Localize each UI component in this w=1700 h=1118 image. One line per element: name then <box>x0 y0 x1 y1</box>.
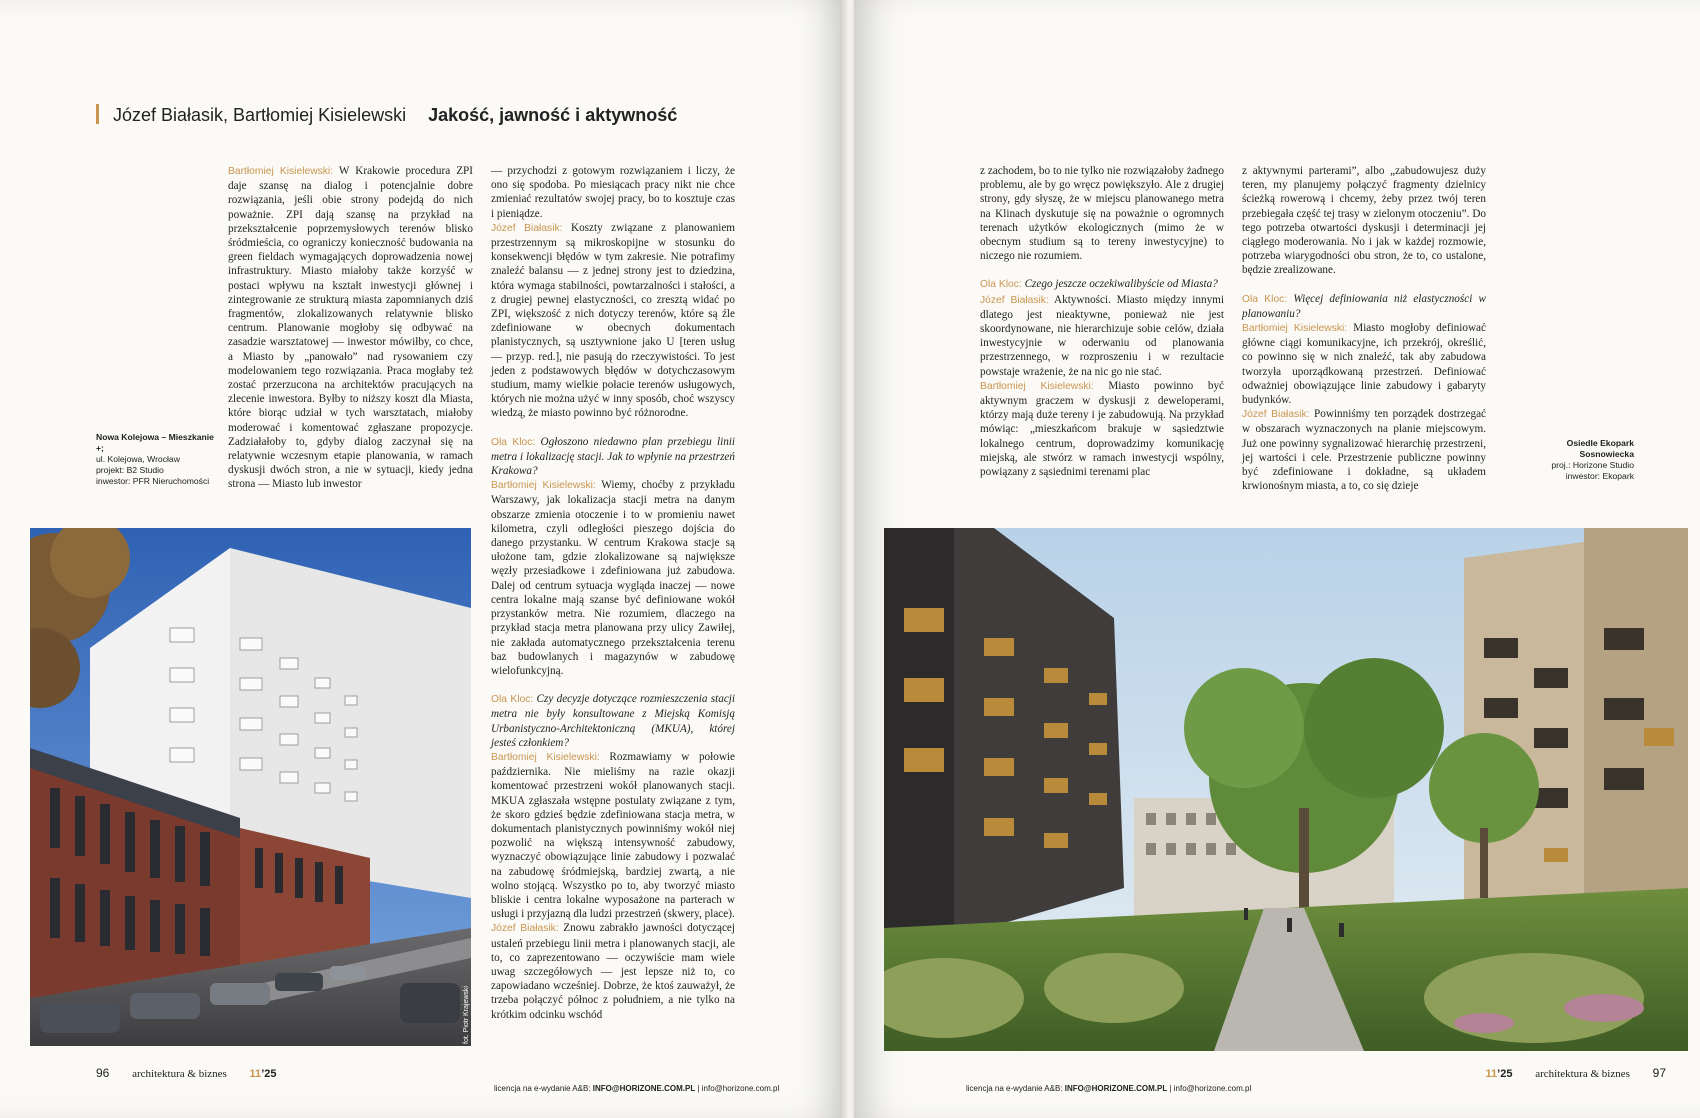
paragraph-text: Znowu zabrakło jawności dotyczącej ustaleń przebiegu linii metra i planowanych stacji, ale to, co zaprezentowano — oczywiście mam wiele uwag szczegółowych — jest lepsze niż to, co zapowiadano wcześniej. Dobrze, że ktoś zauważył, że trzeba połączyć północ z południem, a nie tylko na krótkim odcinku wschód <box>491 922 735 1021</box>
paragraph <box>228 164 473 492</box>
license-line: licencja na e-wydanie A&B: INFO@HORIZONE.COM.PL | info@horizone.com.pl <box>494 1084 780 1093</box>
paragraph <box>1242 164 1486 278</box>
caption-address: ul. Kolejowa, Wrocław <box>96 454 180 464</box>
speaker-label: Ola Kloc: <box>980 279 1022 291</box>
interview-question <box>491 692 735 750</box>
left-building-illustration <box>30 528 471 1046</box>
right-page <box>854 0 1700 1118</box>
paragraph <box>980 164 1224 263</box>
paragraph-text: Koszty związane z planowaniem przestrzennym są mikroskopijne w stosunku do konsekwencji błędów w tym zakresie. Nie potrafimy znaleźć balansu — z jednej strony jest to dziedzina, która wymaga stabilności, powtarzalności i stałości, a z drugiej pewnej elastyczności, co zresztą widać po ZPI, większość z nich dotyczy terenów, które są źle zdefiniowane w obecnych dokumentach planistycznych, są usztywnione jako U [teren usług — przyp. red.], nie pasują do rzeczywistości. To jest jeden z podstawowych błędów w dotychczasowym studium, mamy wielkie połacie terenów usługowych, których nie można użyć w inny sposób, choć wszyscy wiedzą, że miasto powinno być różnorodne. <box>491 221 735 420</box>
paragraph <box>980 293 1224 379</box>
left-footer <box>96 1066 276 1080</box>
speaker-label: Bartłomiej Kisielewski: <box>980 380 1094 392</box>
paragraph <box>491 164 735 221</box>
speaker-label: Bartłomiej Kisielewski: <box>228 166 334 177</box>
left-column-1 <box>228 164 473 492</box>
paragraph-text: Powinniśmy ten porządek dostrzegać w obszarach wyznaczonych na planie miejscowym. Już one powinny sygnalizować hierarchię przestrzeni, jej wartości i cele. Przestrzenie publiczne powinny być zdefiniowane i dokładne, są układem krwionośnym miasta, a to, co się dzieje <box>1242 408 1487 493</box>
caption-title: Osiedle Ekopark Sosnowiecka <box>1566 438 1634 459</box>
right-photo-caption <box>1514 438 1634 482</box>
question-text: Ogłoszono niedawno plan przebiegu linii metra i lokalizację stacji. Jak to wpłynie na przestrzeń Krakowa? <box>491 435 736 478</box>
speaker-label: Ola Kloc: <box>491 436 536 448</box>
page-number: 97 <box>1652 1066 1666 1080</box>
speaker-label: Józef Białasik: <box>491 923 559 935</box>
speaker-label: Józef Białasik: <box>1242 409 1310 421</box>
issue-number: 11’25 <box>1485 1068 1513 1080</box>
right-column-2 <box>1242 164 1486 493</box>
paragraph <box>980 379 1224 479</box>
page-number: 96 <box>96 1066 110 1080</box>
paragraph-text: z zachodem, bo to nie tylko nie rozwiązałoby żadnego problemu, ale by go wręcz powiększyło. Ale z drugiej strony, gdy słyszę, że w miejscu planowanego metra na Klinach dyskutuje się na poważnie o ogromnych terenach użytków ekologicznych (mimo że w obecnym studium są to tereny inwestycyjne) to niczego nie rozumiem. <box>980 165 1224 263</box>
paragraph-text: Rozmawiamy w połowie października. Nie mieliśmy na razie okazji komentować przestrzeni wokół planowanych stacji. MKUA zgłaszała wstępne postulaty związane z tym, że skoro gdzieś będzie zdefiniowana stacja metra, w dokumentach planistycznych powinniśmy wokół niej pozwolić na większą intensywność zabudowy, wyznaczyć obowiązujące linie zabudowy i pozwalać na zabudowę śródmiejską, bardziej zwartą, a nie wolno stojącą. Wszystko po to, aby tworzyć miasto bliskie i centra lokalne wyposażone na parterach w usługi i przyjazną dla ludzi przestrzeń (skwery, place). <box>491 750 736 921</box>
speaker-label: Ola Kloc: <box>1242 293 1288 305</box>
interview-question <box>980 277 1224 292</box>
magazine-name: architektura & biznes <box>1535 1068 1630 1080</box>
paragraph <box>491 921 735 1021</box>
caption-title: Nowa Kolejowa – Mieszkanie +; <box>96 432 214 453</box>
caption-investor: inwestor: Ekopark <box>1565 471 1634 481</box>
paragraph <box>1242 407 1486 493</box>
magazine-name: architektura & biznes <box>132 1068 227 1080</box>
caption-project: projekt: B2 Studio <box>96 465 164 475</box>
paragraph-text: Wiemy, choćby z przykładu Warszawy, jak lokalizacja stacji metra na danym obszarze zmienia otoczenie i to w promieniu nawet kilometra, czyli odległości pieszego dojścia do danego przystanku. W centrum Krakowa stacje są ułożone tam, gdzie zlokalizowane są największe węzły przesiadkowe i zdefiniowana już zabudowa. Dalej od centrum sytuacja wygląda inaczej — nowe centra lokalne mają szanse być definiowane wokół przystanków metra. Nie rozumiem, dlaczego na przykład stacja metra planowana przy ulicy Zawiłej, nie zakłada automatycznego przekształcenia terenu baz budowlanych i magazynów w zabudowę wielofunkcyjną. <box>491 479 735 677</box>
article-title: Jakość, jawność i aktywność <box>428 105 678 125</box>
speaker-label: Józef Białasik: <box>491 222 563 234</box>
caption-investor: inwestor: PFR Nieruchomości <box>96 476 210 486</box>
right-column-1 <box>980 164 1224 479</box>
left-page <box>0 0 846 1118</box>
paragraph-text: z aktywnymi parterami”, albo „zabudowujesz duży teren, my planujemy połączyć fragmenty dzielnicy ścieżką rowerową i chcemy, żeby przez twój teren przebiegała część tej trasy w zielonym otoczeniu”. Do tego potrzeba otwartości dyskusji i determinacji jej ciągłego moderowania. No i jak w każdej rozmowie, potrzeba wiarygodności obu stron, że to, co ustalone, będzie zrealizowane. <box>1242 165 1486 277</box>
article-header <box>96 104 677 126</box>
header-accent-bar <box>96 104 99 124</box>
caption-project: proj.: Horizone Studio <box>1551 460 1634 470</box>
paragraph-text: W Krakowie procedura ZPI daje szansę na dialog i potencjalnie dobre rozwiązania, jeśli obie strony podejdą do nich poważnie. ZPI dają szansę na przykład na przekształcenie poprzemysłowych terenów blisko śródmieścia, co ograniczy konieczność budowania na green fieldach wymagających doprowadzenia nowej infrastruktury. Miasto miałoby także korzyść w postaci wpływu na kształt inwestycji głównej i zintegrowanie ze strukturą miasta zapomnianych dziś fragmentów, zlokalizowanych relatywnie blisko centrum. Planowanie mogłoby się odbywać na zasadzie warsztatowej — inwestor mówiłby, co chce, a Miasto by „panowało” nad rysowaniem czy modelowaniem tego rozwiązania. Praca mogłaby też zostać przerzucona na architektów pracujących na zlecenie inwestora. Byłby to niższy koszt dla Miasta, które biorąc udział w tych warsztatach, miałoby moderować i komentować zgłaszane propozycje. Zadziałałoby to, gdyby dialog zaczynał się na relatywnie wczesnym etapie planowania, w ramach dyskusji dwóch stron, a nie w sytuacji, kiedy jedna strona — Miasto lub inwestor <box>228 165 473 491</box>
paragraph-text: Aktywności. Miasto między innymi dlatego jest nieaktywne, ponieważ nie jest skoordynowane, nie hierarchizuje sobie celów, działa inwestycyjnie w oderwaniu od planowania przestrzennego, w rozproszeniu i w rezultacie powstaje wrażenie, że na nic go nie stać. <box>980 293 1224 378</box>
left-column-2 <box>491 164 735 1022</box>
speaker-label: Bartłomiej Kisielewski: <box>491 751 600 763</box>
question-text: Więcej definiowania niż elastyczności w planowaniu? <box>1242 292 1486 320</box>
paragraph-text: — przychodzi z gotowym rozwiązaniem i liczy, że ono się spodoba. Po miesiącach pracy nikt nie chce zmieniać rezultatów swojej pracy, bo to kosztuje czas i pieniądze. <box>491 165 735 220</box>
speaker-label: Józef Białasik: <box>980 294 1049 306</box>
article-authors: Józef Białasik, Bartłomiej Kisielewski <box>113 105 407 125</box>
interview-question <box>491 435 735 479</box>
paragraph <box>1242 321 1486 407</box>
paragraph <box>491 221 735 421</box>
paragraph-text: Miasto mogłoby definiować główne ciągi komunikacyjne, ich przekrój, określić, co powinno się w nich znaleźć, tak aby zabudowa tworzyła uporządkowaną przestrzeń. Definiować odważniej obowiązujące linie zabudowy i gabaryty budynków. <box>1242 322 1486 407</box>
issue-number: 11’25 <box>249 1068 277 1080</box>
license-line: licencja na e-wydanie A&B: INFO@HORIZONE.COM.PL | info@horizone.com.pl <box>966 1084 1252 1093</box>
left-photo-caption <box>96 432 216 487</box>
right-estate-illustration <box>884 528 1688 1051</box>
paragraph-text: Miasto powinno być aktywnym graczem w dyskusji z deweloperami, którzy mają duże tereny i je zabudowują. Na przykład mówiąc: „mieszkańcom brakuje w sąsiedztwie lokalnego centrum, doprowadzimy komunikację miejską, ale stwórz w ramach inwestycji wspólny, powiązany z sąsiednimi terenami plac <box>980 379 1225 479</box>
paragraph <box>491 750 735 921</box>
right-footer <box>854 1066 1666 1080</box>
photo-credit: fot. Piotr Krajewski <box>463 986 470 1044</box>
left-building-photo <box>30 528 471 1046</box>
right-estate-rendering <box>884 528 1688 1051</box>
interview-question <box>1242 292 1486 321</box>
speaker-label: Ola Kloc: <box>491 694 534 706</box>
paragraph <box>491 478 735 678</box>
question-text: Czego jeszcze oczekiwalibyście od Miasta? <box>1024 278 1218 291</box>
speaker-label: Bartłomiej Kisielewski: <box>1242 323 1348 335</box>
speaker-label: Bartłomiej Kisielewski: <box>491 480 596 492</box>
question-text: Czy decyzje dotyczące rozmieszczenia stacji metra nie były konsultowane z Miejską Komisją Urbanistyczno-Architektoniczną (MKUA), której jesteś członkiem? <box>491 693 736 749</box>
